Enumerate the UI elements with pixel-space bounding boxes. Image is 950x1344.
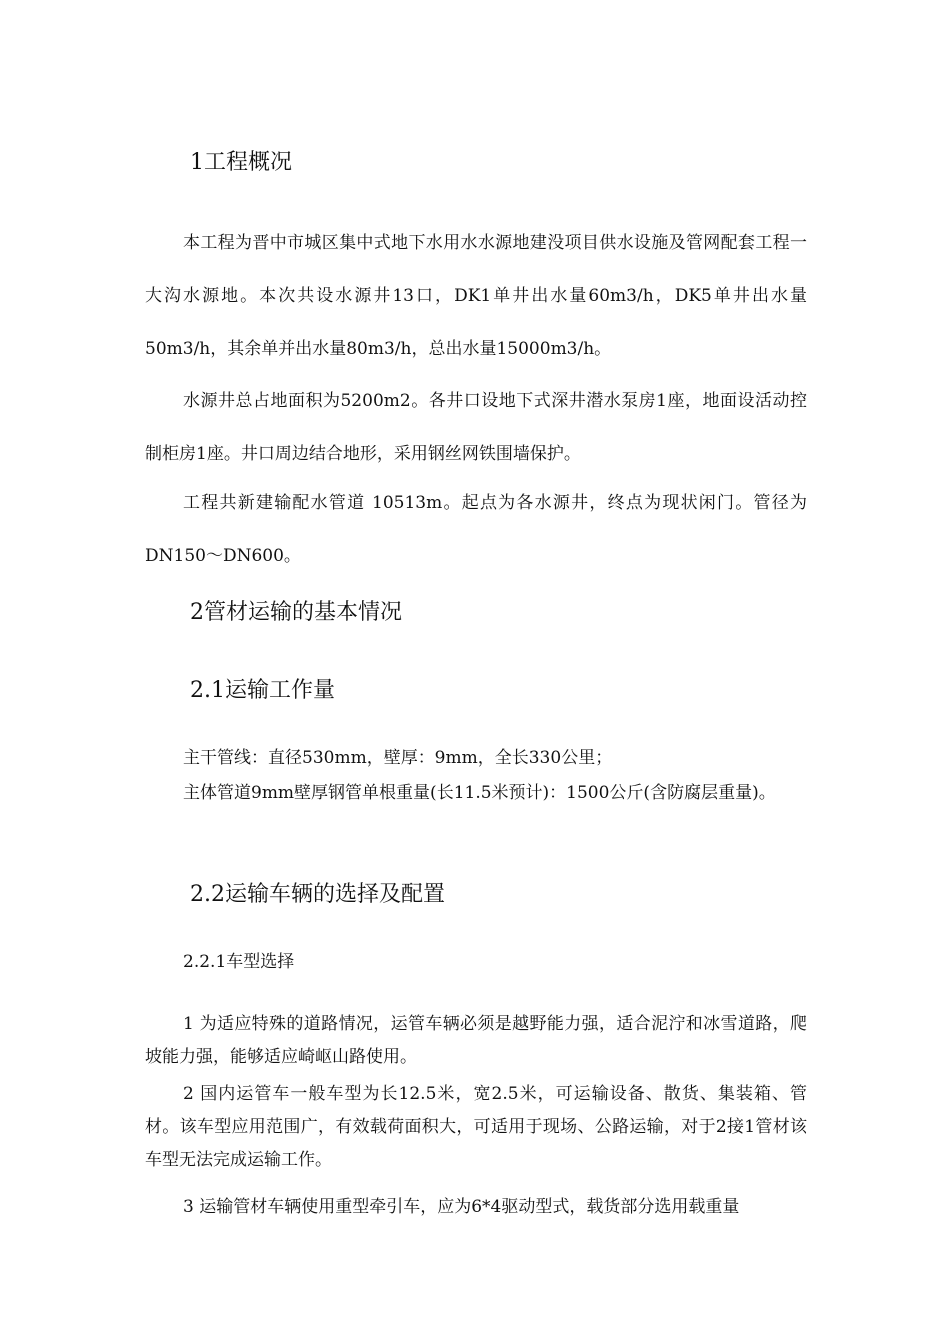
- section-2-2-heading: 2.2运输车辆的选择及配置: [190, 882, 445, 907]
- section-1-paragraph-3: 工程共新建输配水管道 10513m。起点为各水源井，终点为现状闲门。管径为DN150～DN600。: [145, 493, 807, 566]
- section-2-2-1-paragraph-1: 1 为适应特殊的道路情况，运管车辆必须是越野能力强，适合泥泞和冰雪道路，爬坡能力强，能够适应崎岖山路使用。: [145, 1014, 807, 1067]
- section-2-2-1-paragraph-2: 2 国内运管车一般车型为长12.5米，宽2.5米，可运输设备、散货、集装箱、管材。该车型应用范围广，有效载荷面积大，可适用于现场、公路运输，对于2接1管材该车型无法完成运输工作。: [145, 1084, 807, 1170]
- section-2-2-1-paragraph-3: 3 运输管材车辆使用重型牵引车，应为6*4驱动型式，载货部分选用载重量: [183, 1197, 740, 1217]
- section-2-2-1-heading: 2.2.1车型选择: [183, 952, 295, 972]
- section-2-1-paragraph-2: 主体管道9mm壁厚钢管单根重量(长11.5米预计)：1500公斤(含防腐层重量)。: [183, 783, 776, 803]
- section-2-1-paragraph-1: 主干管线：直径530mm，壁厚：9mm，全长330公里；: [183, 748, 613, 768]
- section-2-heading: 2管材运输的基本情况: [190, 600, 402, 625]
- section-1-paragraph-1: 本工程为晋中市城区集中式地下水用水水源地建没项目供水设施及管网配套工程一大沟水源地。本次共设水源井13口，DK1单井出水量60m3/h，DK5单井出水量50m3/h，其余单并出水量80m3/h，总出水量15000m3/h。: [145, 233, 807, 359]
- section-2-1-heading: 2.1运输工作量: [190, 678, 335, 703]
- section-1-paragraph-2: 水源井总占地面积为5200m2。各井口设地下式深井潜水泵房1座，地面设活动控制柜房1座。井口周边结合地形，采用钢丝网铁围墙保护。: [145, 391, 807, 464]
- section-1-heading: 1工程概况: [190, 150, 292, 175]
